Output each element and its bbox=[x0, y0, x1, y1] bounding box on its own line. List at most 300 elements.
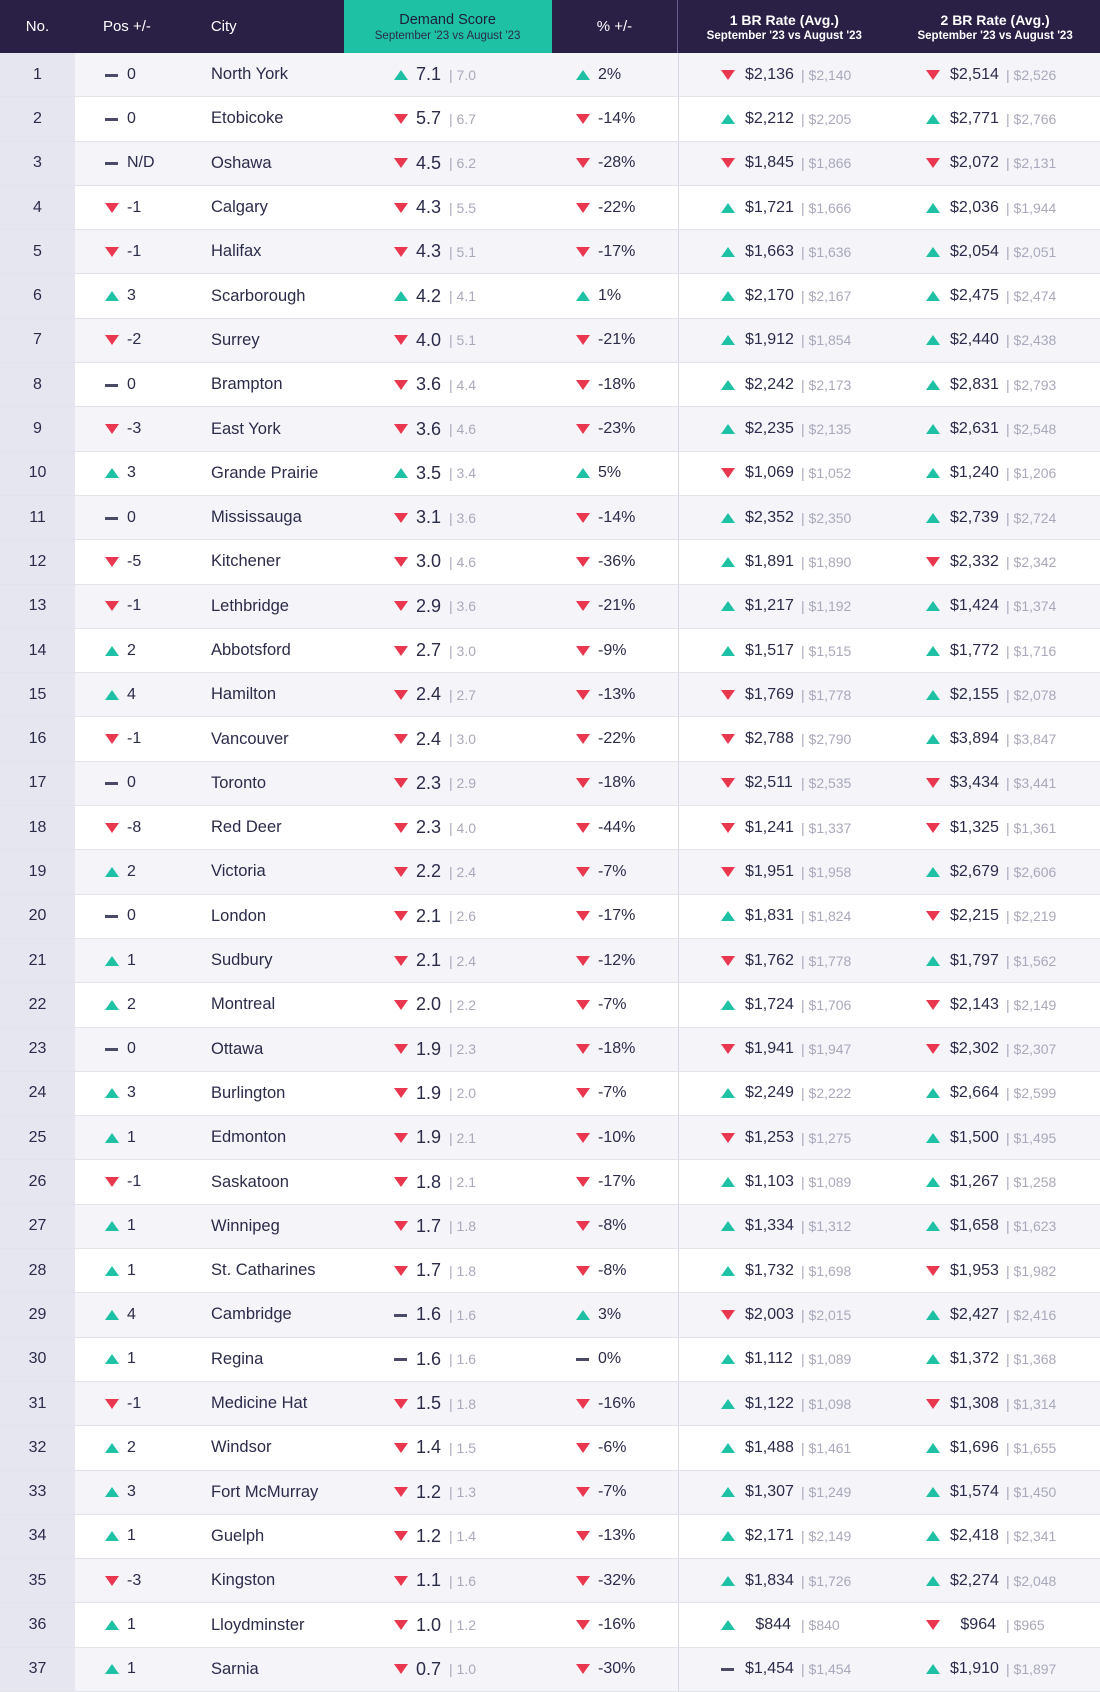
rank-cell bbox=[0, 939, 75, 982]
percent-change-cell bbox=[552, 1559, 678, 1602]
one-br-rate-cell bbox=[678, 1515, 890, 1558]
demand-score-cell bbox=[344, 1603, 552, 1646]
demand-score-value: 5.7 bbox=[416, 108, 442, 129]
percent-change-arrow-icon bbox=[576, 512, 590, 524]
two-br-rate-value: $2,072 bbox=[950, 154, 999, 172]
demand-score-previous: | 4.6 bbox=[449, 553, 477, 570]
demand-score-arrow-icon bbox=[394, 1530, 408, 1542]
rank-cell bbox=[0, 983, 75, 1026]
rank-number: 37 bbox=[28, 1660, 47, 1678]
percent-change-cell bbox=[552, 1382, 678, 1425]
one-br-rate-value: $1,721 bbox=[745, 198, 794, 216]
city-cell bbox=[211, 97, 344, 140]
percent-change-cell bbox=[552, 1028, 678, 1071]
rank-cell bbox=[0, 895, 75, 938]
percent-change-arrow-icon bbox=[576, 290, 590, 302]
rank-number: 6 bbox=[33, 287, 42, 305]
rank-number: 25 bbox=[28, 1128, 47, 1146]
one-br-arrow-icon bbox=[721, 955, 735, 967]
one-br-rate-cell bbox=[678, 1293, 890, 1336]
two-br-rate-cell bbox=[890, 230, 1100, 273]
position-change-cell bbox=[75, 142, 211, 185]
one-br-rate-cell bbox=[678, 496, 890, 539]
rank-cell bbox=[0, 1249, 75, 1292]
two-br-rate-cell bbox=[890, 363, 1100, 406]
city-name: Grande Prairie bbox=[211, 463, 319, 482]
percent-change-arrow-icon bbox=[576, 556, 590, 568]
one-br-rate-value: $2,136 bbox=[745, 65, 794, 83]
percent-change-arrow-icon bbox=[576, 1398, 590, 1410]
two-br-rate-previous: | $1,361 bbox=[1006, 819, 1057, 836]
position-change-value: 3 bbox=[127, 287, 136, 305]
two-br-rate-previous: | $1,944 bbox=[1006, 199, 1057, 216]
table-row bbox=[0, 895, 1100, 939]
position-change-cell bbox=[75, 1338, 211, 1381]
demand-score-cell bbox=[344, 1382, 552, 1425]
one-br-arrow-icon bbox=[721, 1398, 735, 1410]
two-br-rate-value: $1,658 bbox=[950, 1217, 999, 1235]
demand-score-previous: | 4.6 bbox=[449, 421, 477, 438]
demand-score-value: 1.8 bbox=[416, 1171, 442, 1192]
two-br-rate-previous: | $1,982 bbox=[1006, 1262, 1057, 1279]
two-br-rate-cell bbox=[890, 629, 1100, 672]
position-change-arrow-icon bbox=[105, 999, 119, 1011]
percent-change-cell bbox=[552, 1515, 678, 1558]
table-row bbox=[0, 97, 1100, 141]
city-cell bbox=[211, 540, 344, 583]
percent-change-value: -44% bbox=[598, 818, 636, 836]
demand-score-value: 2.0 bbox=[416, 994, 442, 1015]
city-name: Fort McMurray bbox=[211, 1482, 319, 1501]
one-br-rate-previous: | $1,947 bbox=[801, 1041, 852, 1058]
one-br-arrow-icon bbox=[721, 202, 735, 214]
table-row bbox=[0, 673, 1100, 717]
position-change-value: -3 bbox=[127, 1571, 142, 1589]
one-br-rate-cell bbox=[678, 673, 890, 716]
percent-change-cell bbox=[552, 1648, 678, 1691]
one-br-rate-cell bbox=[678, 1028, 890, 1071]
one-br-rate-cell bbox=[678, 629, 890, 672]
two-br-rate-previous: | $2,474 bbox=[1006, 288, 1057, 305]
rank-number: 14 bbox=[28, 641, 47, 659]
one-br-rate-cell bbox=[678, 186, 890, 229]
demand-score-value: 1.4 bbox=[416, 1437, 442, 1458]
rank-cell bbox=[0, 1116, 75, 1159]
demand-score-cell bbox=[344, 540, 552, 583]
one-br-rate-cell bbox=[678, 939, 890, 982]
position-change-arrow-icon bbox=[105, 1087, 119, 1099]
rank-number: 22 bbox=[28, 995, 47, 1013]
two-br-rate-cell bbox=[890, 452, 1100, 495]
one-br-arrow-icon bbox=[721, 1486, 735, 1498]
position-change-arrow-icon bbox=[105, 113, 119, 125]
position-change-cell bbox=[75, 97, 211, 140]
one-br-rate-previous: | $1,666 bbox=[801, 199, 852, 216]
demand-score-previous: | 5.5 bbox=[449, 199, 477, 216]
header-pct-label: % +/- bbox=[596, 17, 633, 35]
percent-change-arrow-icon bbox=[576, 113, 590, 125]
one-br-arrow-icon bbox=[721, 777, 735, 789]
rank-number: 13 bbox=[28, 597, 47, 615]
demand-score-previous: | 1.2 bbox=[449, 1617, 477, 1634]
city-name: Medicine Hat bbox=[211, 1394, 308, 1413]
demand-score-cell bbox=[344, 407, 552, 450]
city-name: Kingston bbox=[211, 1571, 276, 1590]
one-br-arrow-icon bbox=[721, 379, 735, 391]
one-br-arrow-icon bbox=[721, 512, 735, 524]
rank-number: 18 bbox=[28, 818, 47, 836]
city-cell bbox=[211, 53, 344, 96]
city-cell bbox=[211, 850, 344, 893]
two-br-arrow-icon bbox=[926, 689, 940, 701]
one-br-rate-cell bbox=[678, 1072, 890, 1115]
city-name: Calgary bbox=[211, 198, 268, 217]
one-br-arrow-icon bbox=[721, 290, 735, 302]
position-change-value: 3 bbox=[127, 464, 136, 482]
two-br-rate-value: $2,302 bbox=[950, 1040, 999, 1058]
demand-score-arrow-icon bbox=[394, 955, 408, 967]
position-change-arrow-icon bbox=[105, 1530, 119, 1542]
one-br-rate-previous: | $2,149 bbox=[801, 1528, 852, 1545]
table-row bbox=[0, 540, 1100, 584]
two-br-rate-previous: | $2,341 bbox=[1006, 1528, 1057, 1545]
two-br-rate-value: $2,155 bbox=[950, 685, 999, 703]
percent-change-arrow-icon bbox=[576, 1530, 590, 1542]
rank-cell bbox=[0, 717, 75, 760]
demand-score-value: 2.3 bbox=[416, 817, 442, 838]
two-br-rate-previous: | $2,599 bbox=[1006, 1085, 1057, 1102]
position-change-cell bbox=[75, 1116, 211, 1159]
two-br-rate-previous: | $1,450 bbox=[1006, 1484, 1057, 1501]
two-br-rate-previous: | $1,314 bbox=[1006, 1395, 1057, 1412]
two-br-rate-previous: | $2,766 bbox=[1006, 110, 1057, 127]
two-br-rate-value: $1,953 bbox=[950, 1261, 999, 1279]
two-br-rate-previous: | $1,623 bbox=[1006, 1218, 1057, 1235]
rank-cell bbox=[0, 1028, 75, 1071]
position-change-cell bbox=[75, 452, 211, 495]
rank-cell bbox=[0, 452, 75, 495]
percent-change-value: 0% bbox=[598, 1350, 622, 1368]
demand-score-arrow-icon bbox=[394, 1663, 408, 1675]
one-br-rate-value: $1,831 bbox=[745, 907, 794, 925]
percent-change-arrow-icon bbox=[576, 1619, 590, 1631]
one-br-rate-value: $1,517 bbox=[745, 641, 794, 659]
city-cell bbox=[211, 1382, 344, 1425]
two-br-rate-cell bbox=[890, 1160, 1100, 1203]
position-change-cell bbox=[75, 230, 211, 273]
header-demand-sub: September '23 vs August '23 bbox=[374, 29, 521, 42]
percent-change-arrow-icon bbox=[576, 822, 590, 834]
two-br-rate-cell bbox=[890, 585, 1100, 628]
percent-change-arrow-icon bbox=[576, 379, 590, 391]
demand-score-value: 7.1 bbox=[416, 64, 442, 85]
two-br-arrow-icon bbox=[926, 246, 940, 258]
two-br-rate-value: $2,631 bbox=[950, 420, 999, 438]
one-br-rate-value: $1,241 bbox=[745, 818, 794, 836]
percent-change-arrow-icon bbox=[576, 1353, 590, 1365]
rank-number: 7 bbox=[33, 331, 42, 349]
one-br-rate-value: $1,951 bbox=[745, 862, 794, 880]
one-br-rate-cell bbox=[678, 407, 890, 450]
table-row bbox=[0, 939, 1100, 983]
two-br-rate-value: $1,372 bbox=[950, 1350, 999, 1368]
two-br-rate-previous: | $2,548 bbox=[1006, 421, 1057, 438]
position-change-arrow-icon bbox=[105, 1043, 119, 1055]
one-br-arrow-icon bbox=[721, 69, 735, 81]
demand-score-previous: | 3.6 bbox=[449, 509, 477, 526]
two-br-rate-value: $2,664 bbox=[950, 1084, 999, 1102]
percent-change-cell bbox=[552, 895, 678, 938]
table-row bbox=[0, 1559, 1100, 1603]
one-br-rate-previous: | $1,454 bbox=[801, 1661, 852, 1678]
one-br-rate-previous: | $1,312 bbox=[801, 1218, 852, 1235]
city-name: Edmonton bbox=[211, 1128, 287, 1147]
two-br-rate-previous: | $1,655 bbox=[1006, 1439, 1057, 1456]
rank-cell bbox=[0, 850, 75, 893]
two-br-rate-previous: | $1,562 bbox=[1006, 952, 1057, 969]
one-br-rate-cell bbox=[678, 452, 890, 495]
one-br-rate-cell bbox=[678, 850, 890, 893]
two-br-rate-previous: | $1,897 bbox=[1006, 1661, 1057, 1678]
one-br-rate-value: $1,112 bbox=[745, 1350, 793, 1368]
demand-score-cell bbox=[344, 1116, 552, 1159]
header-br1-sub: September '23 vs August '23 bbox=[706, 29, 862, 42]
two-br-rate-value: $2,054 bbox=[950, 242, 999, 260]
one-br-arrow-icon bbox=[721, 1575, 735, 1587]
city-cell bbox=[211, 1559, 344, 1602]
table-row bbox=[0, 762, 1100, 806]
one-br-arrow-icon bbox=[721, 423, 735, 435]
one-br-rate-value: $2,170 bbox=[745, 287, 794, 305]
rank-cell bbox=[0, 629, 75, 672]
one-br-rate-cell bbox=[678, 585, 890, 628]
position-change-value: 0 bbox=[127, 907, 136, 925]
percent-change-cell bbox=[552, 142, 678, 185]
rank-cell bbox=[0, 540, 75, 583]
percent-change-arrow-icon bbox=[576, 423, 590, 435]
one-br-rate-cell bbox=[678, 1471, 890, 1514]
demand-score-previous: | 1.6 bbox=[449, 1572, 477, 1589]
two-br-rate-value: $1,325 bbox=[950, 818, 999, 836]
percent-change-arrow-icon bbox=[576, 1575, 590, 1587]
one-br-arrow-icon bbox=[721, 1265, 735, 1277]
rank-cell bbox=[0, 1515, 75, 1558]
percent-change-value: -22% bbox=[598, 730, 636, 748]
two-br-rate-previous: | $2,606 bbox=[1006, 863, 1057, 880]
position-change-value: 4 bbox=[127, 1305, 136, 1323]
two-br-rate-previous: | $2,416 bbox=[1006, 1306, 1057, 1323]
percent-change-arrow-icon bbox=[576, 910, 590, 922]
one-br-arrow-icon bbox=[721, 1353, 735, 1365]
two-br-rate-cell bbox=[890, 1293, 1100, 1336]
city-name: Guelph bbox=[211, 1526, 265, 1545]
position-change-cell bbox=[75, 1293, 211, 1336]
two-br-arrow-icon bbox=[926, 1132, 940, 1144]
two-br-arrow-icon bbox=[926, 822, 940, 834]
position-change-arrow-icon bbox=[105, 290, 119, 302]
two-br-rate-value: $1,424 bbox=[950, 597, 999, 615]
position-change-arrow-icon bbox=[105, 379, 119, 391]
two-br-rate-previous: | $2,078 bbox=[1006, 686, 1057, 703]
city-name: Sudbury bbox=[211, 951, 273, 970]
percent-change-arrow-icon bbox=[576, 157, 590, 169]
rank-number: 4 bbox=[33, 198, 42, 216]
one-br-arrow-icon bbox=[721, 467, 735, 479]
two-br-rate-value: $1,240 bbox=[950, 464, 999, 482]
percent-change-value: -7% bbox=[598, 1084, 627, 1102]
one-br-arrow-icon bbox=[721, 1442, 735, 1454]
demand-score-previous: | 2.1 bbox=[449, 1174, 477, 1191]
rank-number: 2 bbox=[33, 109, 42, 127]
demand-score-previous: | 1.6 bbox=[449, 1351, 477, 1368]
position-change-value: 1 bbox=[127, 1350, 136, 1368]
demand-score-arrow-icon bbox=[394, 910, 408, 922]
demand-score-arrow-icon bbox=[394, 1087, 408, 1099]
table-row bbox=[0, 983, 1100, 1027]
demand-score-cell bbox=[344, 717, 552, 760]
position-change-arrow-icon bbox=[105, 512, 119, 524]
demand-score-previous: | 7.0 bbox=[449, 66, 477, 83]
one-br-rate-previous: | $1,089 bbox=[801, 1351, 852, 1368]
position-change-arrow-icon bbox=[105, 1220, 119, 1232]
city-cell bbox=[211, 1205, 344, 1248]
rank-cell bbox=[0, 274, 75, 317]
one-br-rate-cell bbox=[678, 717, 890, 760]
position-change-arrow-icon bbox=[105, 1309, 119, 1321]
one-br-rate-value: $1,122 bbox=[745, 1394, 794, 1412]
demand-score-arrow-icon bbox=[394, 1265, 408, 1277]
two-br-arrow-icon bbox=[926, 645, 940, 657]
one-br-rate-previous: | $1,726 bbox=[801, 1572, 852, 1589]
city-name: Saskatoon bbox=[211, 1172, 289, 1191]
rank-number: 23 bbox=[28, 1040, 47, 1058]
two-br-arrow-icon bbox=[926, 113, 940, 125]
rank-cell bbox=[0, 97, 75, 140]
two-br-arrow-icon bbox=[926, 1442, 940, 1454]
table-row bbox=[0, 1426, 1100, 1470]
demand-score-arrow-icon bbox=[394, 1043, 408, 1055]
demand-score-previous: | 2.4 bbox=[449, 952, 477, 969]
demand-score-value: 4.3 bbox=[416, 241, 442, 262]
rank-cell bbox=[0, 1338, 75, 1381]
city-name: Winnipeg bbox=[211, 1216, 280, 1235]
demand-score-previous: | 3.0 bbox=[449, 731, 477, 748]
two-br-rate-value: $1,797 bbox=[950, 951, 999, 969]
demand-score-cell bbox=[344, 806, 552, 849]
header-no-label: No. bbox=[25, 17, 50, 35]
city-cell bbox=[211, 1160, 344, 1203]
demand-score-value: 3.5 bbox=[416, 462, 442, 483]
one-br-rate-cell bbox=[678, 97, 890, 140]
two-br-arrow-icon bbox=[926, 157, 940, 169]
percent-change-value: -23% bbox=[598, 420, 636, 438]
percent-change-value: 5% bbox=[598, 464, 622, 482]
position-change-cell bbox=[75, 1471, 211, 1514]
one-br-rate-previous: | $1,192 bbox=[801, 598, 852, 615]
demand-score-cell bbox=[344, 186, 552, 229]
city-cell bbox=[211, 1338, 344, 1381]
one-br-rate-cell bbox=[678, 1338, 890, 1381]
percent-change-cell bbox=[552, 1249, 678, 1292]
percent-change-arrow-icon bbox=[576, 955, 590, 967]
position-change-cell bbox=[75, 983, 211, 1026]
one-br-rate-previous: | $1,698 bbox=[801, 1262, 852, 1279]
demand-score-previous: | 1.8 bbox=[449, 1395, 477, 1412]
table-row bbox=[0, 1382, 1100, 1426]
table-row bbox=[0, 850, 1100, 894]
demand-score-value: 4.3 bbox=[416, 197, 442, 218]
demand-score-value: 3.1 bbox=[416, 507, 442, 528]
city-name: Red Deer bbox=[211, 818, 282, 837]
percent-change-arrow-icon bbox=[576, 1309, 590, 1321]
one-br-arrow-icon bbox=[721, 334, 735, 346]
demand-score-arrow-icon bbox=[394, 1176, 408, 1188]
city-name: Montreal bbox=[211, 995, 276, 1014]
percent-change-value: -17% bbox=[598, 242, 636, 260]
two-br-rate-previous: | $965 bbox=[1006, 1617, 1045, 1634]
two-br-rate-cell bbox=[890, 1603, 1100, 1646]
two-br-rate-previous: | $2,438 bbox=[1006, 332, 1057, 349]
demand-score-value: 2.2 bbox=[416, 861, 442, 882]
demand-score-arrow-icon bbox=[394, 290, 408, 302]
table-row bbox=[0, 496, 1100, 540]
demand-score-arrow-icon bbox=[394, 69, 408, 81]
rank-cell bbox=[0, 186, 75, 229]
position-change-value: 0 bbox=[127, 774, 136, 792]
position-change-cell bbox=[75, 1515, 211, 1558]
one-br-rate-value: $1,488 bbox=[745, 1438, 794, 1456]
one-br-rate-previous: | $1,461 bbox=[801, 1439, 852, 1456]
rank-cell bbox=[0, 673, 75, 716]
header-demand bbox=[344, 0, 552, 53]
city-cell bbox=[211, 1648, 344, 1691]
one-br-rate-cell bbox=[678, 1559, 890, 1602]
position-change-value: -2 bbox=[127, 331, 142, 349]
two-br-arrow-icon bbox=[926, 1043, 940, 1055]
one-br-rate-value: $2,352 bbox=[745, 508, 794, 526]
table-row bbox=[0, 1116, 1100, 1160]
position-change-value: -3 bbox=[127, 420, 142, 438]
position-change-arrow-icon bbox=[105, 1575, 119, 1587]
two-br-rate-previous: | $2,048 bbox=[1006, 1572, 1057, 1589]
position-change-cell bbox=[75, 585, 211, 628]
one-br-rate-previous: | $1,706 bbox=[801, 996, 852, 1013]
table-row bbox=[0, 585, 1100, 629]
percent-change-arrow-icon bbox=[576, 600, 590, 612]
percent-change-value: -21% bbox=[598, 597, 636, 615]
city-name: Abbotsford bbox=[211, 641, 291, 659]
percent-change-value: -14% bbox=[598, 109, 636, 127]
percent-change-cell bbox=[552, 53, 678, 96]
two-br-rate-previous: | $1,368 bbox=[1006, 1351, 1057, 1368]
position-change-arrow-icon bbox=[105, 1442, 119, 1454]
percent-change-cell bbox=[552, 983, 678, 1026]
percent-change-arrow-icon bbox=[576, 733, 590, 745]
demand-score-cell bbox=[344, 319, 552, 362]
two-br-arrow-icon bbox=[926, 955, 940, 967]
demand-score-value: 1.1 bbox=[416, 1570, 442, 1591]
city-name: Toronto bbox=[211, 773, 267, 792]
two-br-rate-value: $2,332 bbox=[950, 552, 999, 570]
one-br-arrow-icon bbox=[721, 866, 735, 878]
table-row bbox=[0, 363, 1100, 407]
demand-score-arrow-icon bbox=[394, 157, 408, 169]
city-cell bbox=[211, 186, 344, 229]
position-change-arrow-icon bbox=[105, 1663, 119, 1675]
demand-score-previous: | 1.8 bbox=[449, 1262, 477, 1279]
position-change-arrow-icon bbox=[105, 1619, 119, 1631]
demand-score-value: 2.9 bbox=[416, 595, 442, 616]
